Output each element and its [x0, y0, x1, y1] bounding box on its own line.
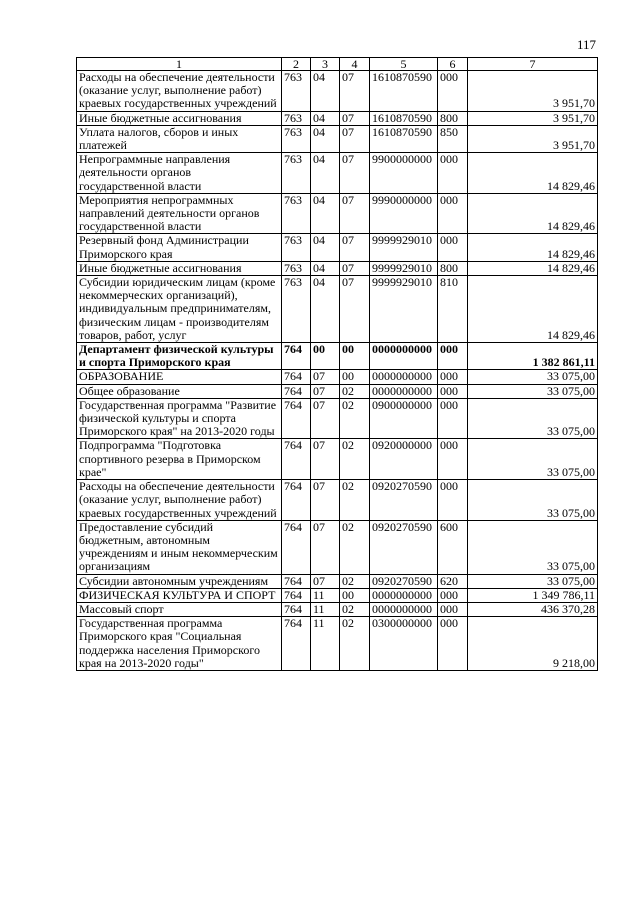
cell-amount: 33 075,00	[468, 398, 598, 439]
column-header: 1	[77, 58, 282, 71]
cell-target-article: 1610870590	[370, 125, 438, 152]
cell-target-article: 0300000000	[370, 617, 438, 671]
cell-target-article: 9900000000	[370, 153, 438, 194]
cell-name: ОБРАЗОВАНИЕ	[77, 370, 282, 384]
column-header: 6	[438, 58, 468, 71]
cell-amount: 33 075,00	[468, 439, 598, 480]
column-header: 5	[370, 58, 438, 71]
cell-subsection-code: 07	[340, 234, 370, 261]
cell-amount: 33 075,00	[468, 574, 598, 588]
cell-subsection-code: 07	[340, 125, 370, 152]
column-header: 7	[468, 58, 598, 71]
cell-ved-code: 763	[282, 71, 311, 112]
table-row	[77, 276, 598, 343]
table-row	[77, 439, 598, 480]
cell-ved-code: 763	[282, 125, 311, 152]
cell-expense-type: 000	[438, 343, 468, 370]
cell-amount: 33 075,00	[468, 520, 598, 574]
page-number: 117	[576, 37, 596, 52]
cell-subsection-code: 00	[340, 343, 370, 370]
cell-section-code: 11	[311, 602, 340, 616]
cell-name: Мероприятия непрограммных направлений деятельности органов государственной власти	[77, 193, 282, 234]
cell-name: Предоставление субсидий бюджетным, автономным учреждениям и иным некоммерческим организациям	[77, 520, 282, 574]
cell-amount: 436 370,28	[468, 602, 598, 616]
cell-name: Расходы на обеспечение деятельности (оказание услуг, выполнение работ) краевых государственных учреждений	[77, 71, 282, 112]
cell-expense-type: 000	[438, 480, 468, 521]
cell-subsection-code: 07	[340, 193, 370, 234]
cell-ved-code: 764	[282, 520, 311, 574]
column-header: 4	[340, 58, 370, 71]
cell-subsection-code: 07	[340, 276, 370, 343]
table-row	[77, 234, 598, 261]
cell-amount: 14 829,46	[468, 234, 598, 261]
table-row	[77, 343, 598, 370]
cell-target-article: 0000000000	[370, 602, 438, 616]
budget-table	[76, 57, 598, 671]
cell-target-article: 9990000000	[370, 193, 438, 234]
cell-subsection-code: 02	[340, 398, 370, 439]
cell-ved-code: 763	[282, 193, 311, 234]
table-row	[77, 617, 598, 671]
cell-expense-type: 000	[438, 398, 468, 439]
cell-ved-code: 763	[282, 261, 311, 275]
cell-section-code: 07	[311, 370, 340, 384]
cell-amount: 1 349 786,11	[468, 588, 598, 602]
cell-expense-type: 800	[438, 111, 468, 125]
table-row	[77, 398, 598, 439]
cell-expense-type: 000	[438, 234, 468, 261]
cell-target-article: 0920000000	[370, 439, 438, 480]
table-row	[77, 574, 598, 588]
cell-subsection-code: 00	[340, 588, 370, 602]
cell-ved-code: 763	[282, 153, 311, 194]
cell-ved-code: 764	[282, 617, 311, 671]
cell-target-article: 0920270590	[370, 480, 438, 521]
cell-amount: 14 829,46	[468, 193, 598, 234]
table-row	[77, 370, 598, 384]
cell-name: Подпрограмма "Подготовка спортивного резерва в Приморском крае"	[77, 439, 282, 480]
cell-name: Непрограммные направления деятельности органов государственной власти	[77, 153, 282, 194]
cell-ved-code: 764	[282, 343, 311, 370]
header-row	[77, 58, 598, 71]
cell-ved-code: 763	[282, 111, 311, 125]
cell-target-article: 0000000000	[370, 588, 438, 602]
cell-expense-type: 810	[438, 276, 468, 343]
cell-subsection-code: 02	[340, 574, 370, 588]
cell-ved-code: 764	[282, 384, 311, 398]
cell-target-article: 9999929010	[370, 276, 438, 343]
cell-section-code: 07	[311, 574, 340, 588]
table-row	[77, 261, 598, 275]
table-row	[77, 588, 598, 602]
cell-name: Департамент физической культуры и спорта Приморского края	[77, 343, 282, 370]
cell-subsection-code: 07	[340, 111, 370, 125]
cell-target-article: 0900000000	[370, 398, 438, 439]
cell-section-code: 04	[311, 276, 340, 343]
cell-section-code: 04	[311, 234, 340, 261]
cell-ved-code: 764	[282, 398, 311, 439]
cell-amount: 9 218,00	[468, 617, 598, 671]
cell-expense-type: 800	[438, 261, 468, 275]
cell-ved-code: 764	[282, 588, 311, 602]
cell-subsection-code: 07	[340, 261, 370, 275]
table-row	[77, 125, 598, 152]
cell-section-code: 07	[311, 480, 340, 521]
table-row	[77, 111, 598, 125]
cell-section-code: 07	[311, 439, 340, 480]
table-row	[77, 602, 598, 616]
cell-section-code: 07	[311, 398, 340, 439]
cell-expense-type: 850	[438, 125, 468, 152]
cell-name: Иные бюджетные ассигнования	[77, 261, 282, 275]
column-header: 3	[311, 58, 340, 71]
cell-name: Субсидии автономным учреждениям	[77, 574, 282, 588]
cell-section-code: 11	[311, 588, 340, 602]
table-row	[77, 480, 598, 521]
cell-section-code: 07	[311, 384, 340, 398]
cell-name: Государственная программа "Развитие физической культуры и спорта Приморского края" на 2013-2020 годы	[77, 398, 282, 439]
cell-amount: 33 075,00	[468, 370, 598, 384]
cell-target-article: 9999929010	[370, 234, 438, 261]
cell-target-article: 0000000000	[370, 384, 438, 398]
cell-section-code: 00	[311, 343, 340, 370]
cell-amount: 3 951,70	[468, 125, 598, 152]
cell-section-code: 04	[311, 71, 340, 112]
cell-amount: 3 951,70	[468, 111, 598, 125]
cell-expense-type: 000	[438, 153, 468, 194]
column-header: 2	[282, 58, 311, 71]
cell-target-article: 9999929010	[370, 261, 438, 275]
cell-expense-type: 000	[438, 588, 468, 602]
table-row	[77, 384, 598, 398]
cell-section-code: 11	[311, 617, 340, 671]
cell-expense-type: 000	[438, 439, 468, 480]
cell-name: Государственная программа Приморского края "Социальная поддержка населения Приморского края на 2013-2020 годы"	[77, 617, 282, 671]
cell-expense-type: 600	[438, 520, 468, 574]
cell-name: Расходы на обеспечение деятельности (оказание услуг, выполнение работ) краевых государственных учреждений	[77, 480, 282, 521]
cell-ved-code: 763	[282, 276, 311, 343]
cell-name: Субсидии юридическим лицам (кроме некоммерческих организаций), индивидуальным предпринимателям, физическим лицам - производителям товаров, работ, услуг	[77, 276, 282, 343]
cell-expense-type: 000	[438, 602, 468, 616]
cell-target-article: 1610870590	[370, 111, 438, 125]
cell-expense-type: 000	[438, 193, 468, 234]
cell-target-article: 0920270590	[370, 520, 438, 574]
cell-name: Массовый спорт	[77, 602, 282, 616]
cell-subsection-code: 02	[340, 384, 370, 398]
cell-expense-type: 620	[438, 574, 468, 588]
cell-name: ФИЗИЧЕСКАЯ КУЛЬТУРА И СПОРТ	[77, 588, 282, 602]
cell-target-article: 0000000000	[370, 343, 438, 370]
cell-name: Уплата налогов, сборов и иных платежей	[77, 125, 282, 152]
cell-section-code: 04	[311, 261, 340, 275]
cell-amount: 14 829,46	[468, 261, 598, 275]
cell-section-code: 04	[311, 125, 340, 152]
cell-expense-type: 000	[438, 384, 468, 398]
cell-amount: 33 075,00	[468, 480, 598, 521]
cell-expense-type: 000	[438, 370, 468, 384]
cell-name: Иные бюджетные ассигнования	[77, 111, 282, 125]
cell-amount: 1 382 861,11	[468, 343, 598, 370]
cell-subsection-code: 07	[340, 153, 370, 194]
cell-ved-code: 764	[282, 370, 311, 384]
cell-expense-type: 000	[438, 71, 468, 112]
table-row	[77, 153, 598, 194]
cell-target-article: 0920270590	[370, 574, 438, 588]
cell-section-code: 07	[311, 520, 340, 574]
cell-subsection-code: 02	[340, 602, 370, 616]
cell-subsection-code: 02	[340, 480, 370, 521]
table-row	[77, 520, 598, 574]
cell-ved-code: 764	[282, 574, 311, 588]
cell-name: Общее образование	[77, 384, 282, 398]
cell-subsection-code: 07	[340, 71, 370, 112]
cell-expense-type: 000	[438, 617, 468, 671]
cell-amount: 33 075,00	[468, 384, 598, 398]
cell-subsection-code: 02	[340, 439, 370, 480]
cell-amount: 3 951,70	[468, 71, 598, 112]
cell-ved-code: 764	[282, 602, 311, 616]
cell-section-code: 04	[311, 111, 340, 125]
cell-ved-code: 764	[282, 439, 311, 480]
cell-target-article: 1610870590	[370, 71, 438, 112]
table-row	[77, 193, 598, 234]
cell-amount: 14 829,46	[468, 276, 598, 343]
cell-ved-code: 764	[282, 480, 311, 521]
table-row	[77, 71, 598, 112]
cell-section-code: 04	[311, 193, 340, 234]
cell-amount: 14 829,46	[468, 153, 598, 194]
cell-section-code: 04	[311, 153, 340, 194]
cell-subsection-code: 02	[340, 617, 370, 671]
cell-target-article: 0000000000	[370, 370, 438, 384]
cell-name: Резервный фонд Администрации Приморского края	[77, 234, 282, 261]
cell-subsection-code: 00	[340, 370, 370, 384]
cell-subsection-code: 02	[340, 520, 370, 574]
cell-ved-code: 763	[282, 234, 311, 261]
